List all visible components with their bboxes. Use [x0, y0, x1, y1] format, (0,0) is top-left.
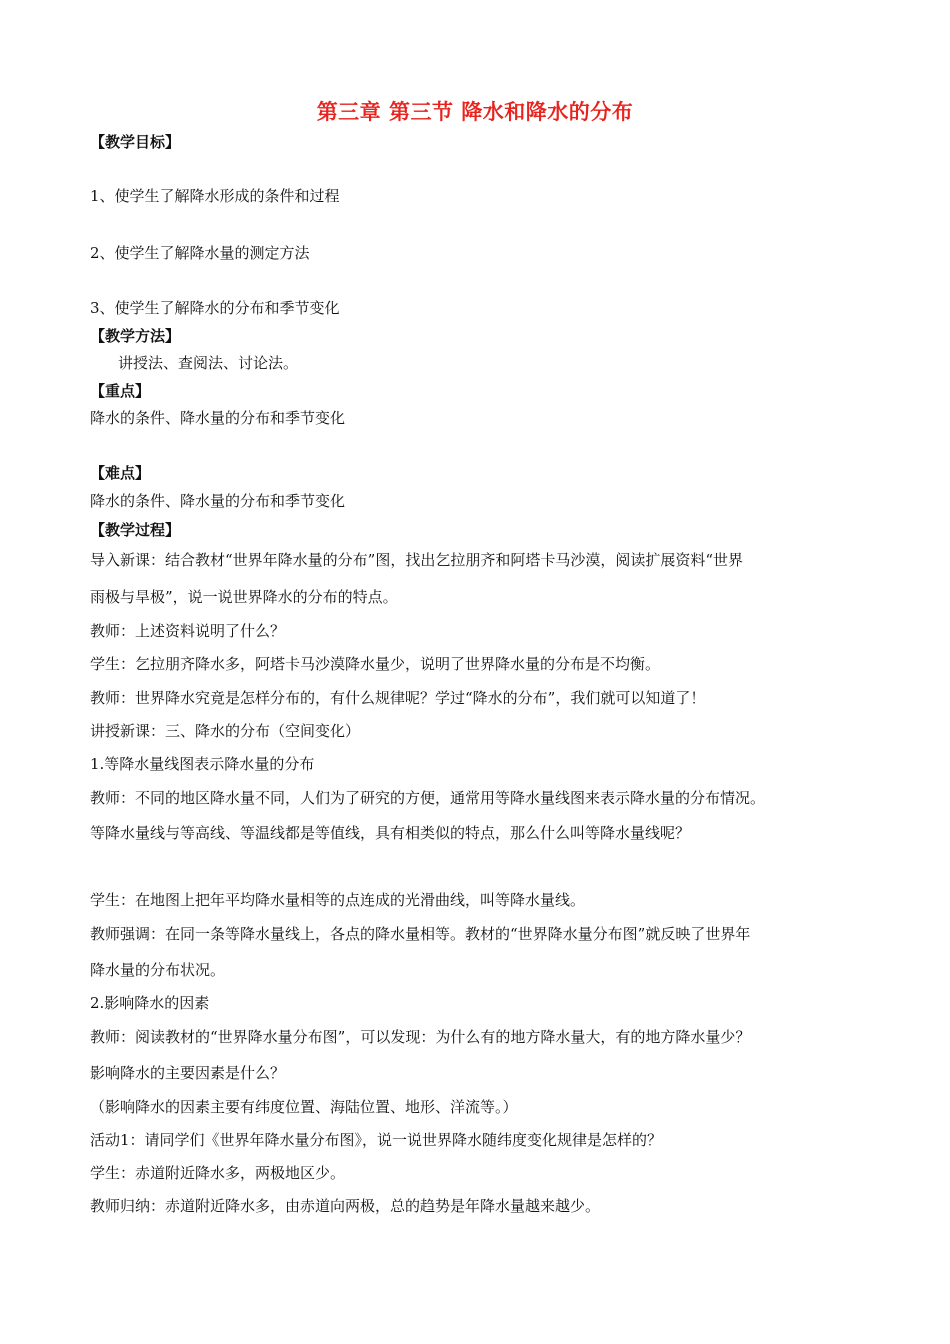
process-line: 学生：乞拉朋齐降水多，阿塔卡马沙漠降水量少，说明了世界降水量的分布是不均衡。	[90, 655, 661, 673]
objective-item-1: 1、使学生了解降水形成的条件和过程	[90, 187, 340, 205]
process-line: 学生：在地图上把年平均降水量相等的点连成的光滑曲线，叫等降水量线。	[90, 891, 586, 909]
process-line: 1.等降水量线图表示降水量的分布	[90, 755, 315, 773]
process-line: 教师：阅读教材的“世界降水量分布图”，可以发现：为什么有的地方降水量大，有的地方降水量少？	[90, 1028, 751, 1046]
process-line: 影响降水的主要因素是什么？	[90, 1064, 286, 1082]
process-line: 降水量的分布状况。	[90, 961, 226, 979]
process-line: 讲授新课：三、降水的分布（空间变化）	[90, 722, 361, 740]
process-line: 导入新课：结合教材“世界年降水量的分布”图，找出乞拉朋齐和阿塔卡马沙漠，阅读扩展资料“世界	[90, 551, 744, 569]
objective-item-3: 3、使学生了解降水的分布和季节变化	[90, 299, 340, 317]
process-line: 教师：上述资料说明了什么？	[90, 622, 286, 640]
objectives-heading: 【教学目标】	[90, 133, 181, 151]
process-line: 雨极与旱极”，说一说世界降水的分布的特点。	[90, 588, 398, 606]
method-text: 讲授法、查阅法、讨论法。	[118, 354, 299, 372]
process-line: 等降水量线与等高线、等温线都是等值线，具有相类似的特点，那么什么叫等降水量线呢？	[90, 824, 691, 842]
key-heading: 【重点】	[90, 382, 151, 400]
process-line: 2.影响降水的因素	[90, 994, 210, 1012]
process-heading: 【教学过程】	[90, 521, 181, 539]
difficulty-heading: 【难点】	[90, 464, 151, 482]
process-line: 学生：赤道附近降水多，两极地区少。	[90, 1164, 346, 1182]
process-line: 教师：世界降水究竟是怎样分布的，有什么规律呢？学过“降水的分布”，我们就可以知道了！	[90, 689, 706, 707]
difficulty-text: 降水的条件、降水量的分布和季节变化	[90, 492, 346, 510]
process-line: 活动1：请同学们《世界年降水量分布图》，说一说世界降水随纬度变化规律是怎样的？	[90, 1131, 663, 1149]
key-text: 降水的条件、降水量的分布和季节变化	[90, 409, 346, 427]
objective-item-2: 2、使学生了解降水量的测定方法	[90, 244, 310, 262]
method-heading: 【教学方法】	[90, 327, 181, 345]
document-title: 第三章 第三节 降水和降水的分布	[316, 100, 634, 124]
process-line: （影响降水的因素主要有纬度位置、海陆位置、地形、洋流等。）	[90, 1098, 518, 1116]
process-line: 教师归纳：赤道附近降水多，由赤道向两极，总的趋势是年降水量越来越少。	[90, 1197, 601, 1215]
process-line: 教师强调：在同一条等降水量线上，各点的降水量相等。教材的“世界降水量分布图”就反映了世界年	[90, 925, 751, 943]
process-line: 教师：不同的地区降水量不同，人们为了研究的方便，通常用等降水量线图来表示降水量的分布情况。	[90, 789, 766, 807]
